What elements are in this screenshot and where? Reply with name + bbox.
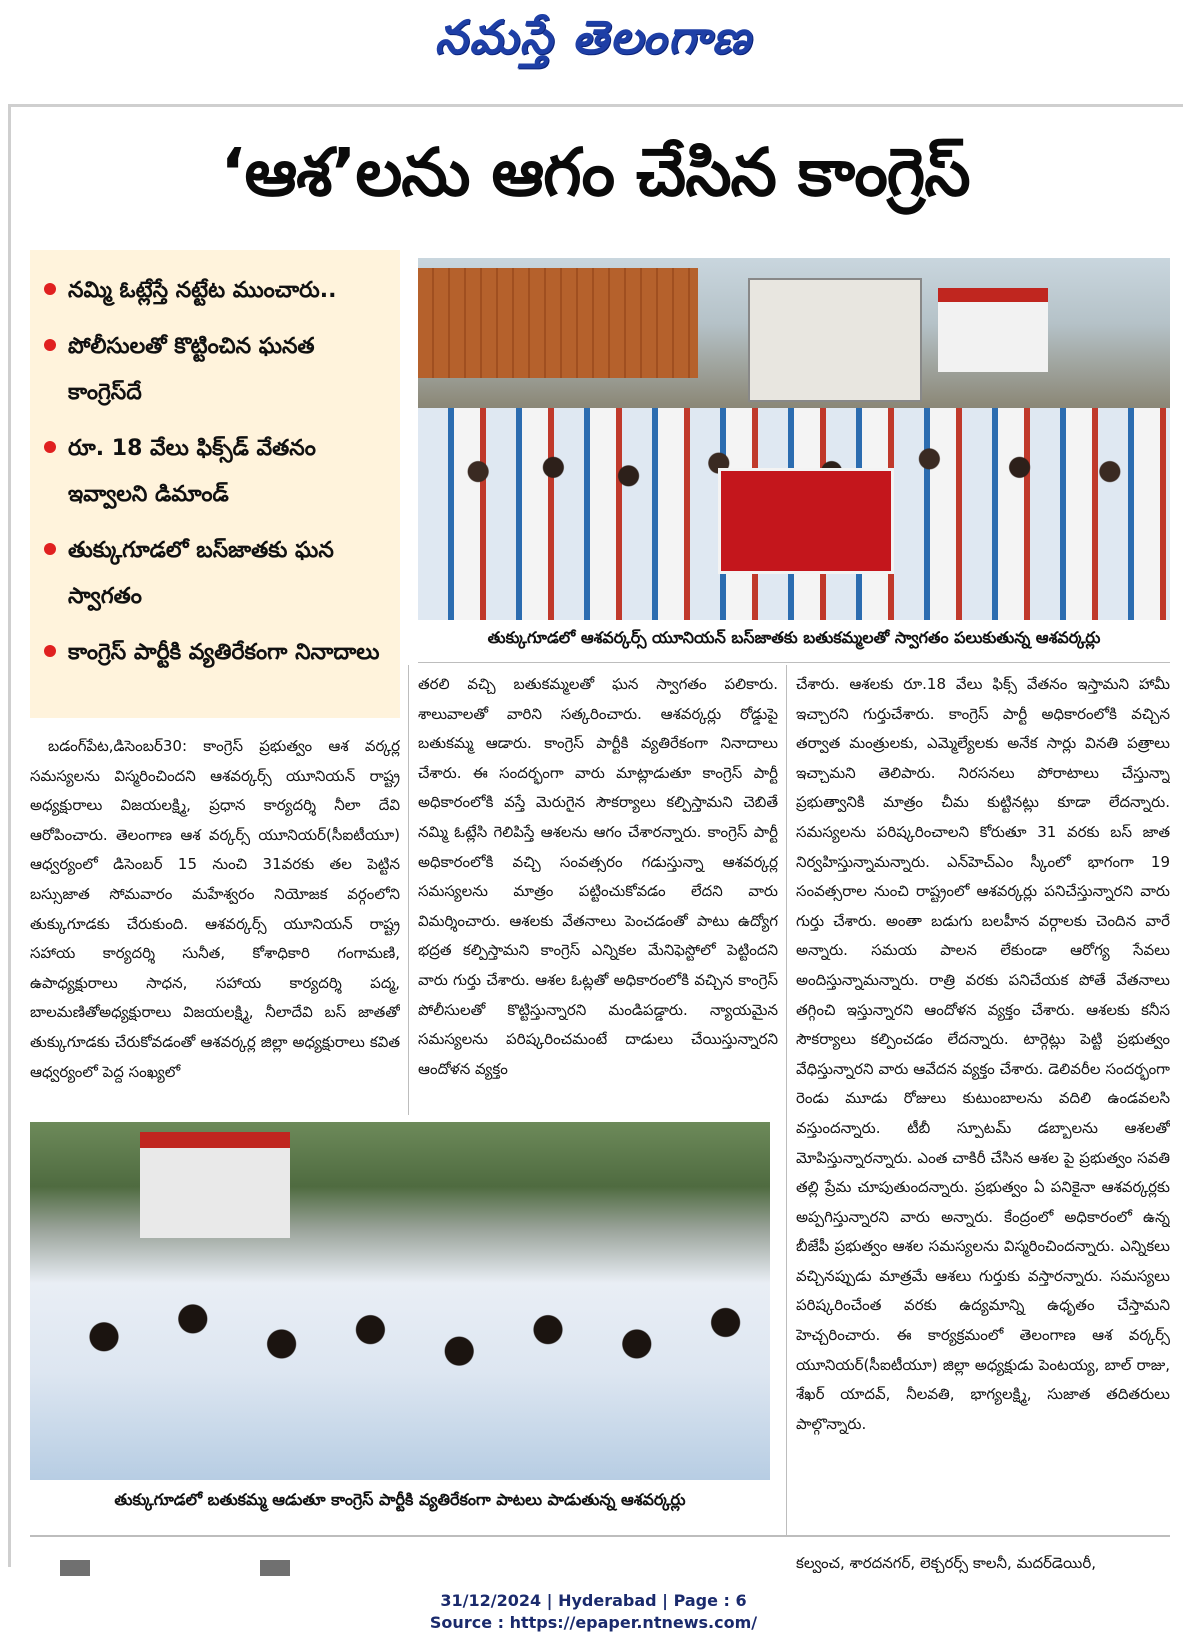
footer-source: Source : https://epaper.ntnews.com/ [429, 1613, 758, 1632]
banner-shape [718, 468, 894, 574]
bus-shape [938, 288, 1048, 372]
bathukamma-photo-bottom [30, 1122, 770, 1480]
masthead-logo [0, 10, 1187, 80]
article-column-2: తరలి వచ్చి బతుకమ్మలతో ఘన స్వాగతం పలికారు. శాలువాలతో వారిని సత్కరించారు. ఆశవర్కర్లు రోడ్డుపై బతుకమ్మ ఆడారు. కాంగ్రెస్ పార్టీకి వ్యతిరేకంగా నినాదాలు చేశారు. ఈ సందర్భంగా వారు మాట్లాడుతూ కాంగ్రెస్ పార్టీ అధికారంలోకి వస్తే మెరుగైన సౌకర్యాలు కల్పిస్తామని చెబితే నమ్మి ఓట్లేసి గెలిపిస్తే ఆశలను ఆగం చేశారన్నారు. కాంగ్రెస్ పార్టీ అధికారంలోకి వచ్చి సంవత్సరం గడుస్తున్నా ఆశవర్కర్ల సమస్యలను మాత్రం పట్టించుకోవడం లేదని వారు విమర్శించారు. ఆశలకు వేతనాలు పెంచడంతో పాటు ఉద్యోగ భద్రత కల్పిస్తామని కాంగ్రెస్ ఎన్నికల మేనిఫెస్టోలో పెట్టిందని వారు గుర్తు చేశారు. ఆశల ఓట్లతో అధికారంలోకి వచ్చిన కాంగ్రెస్ పోలీసులతో కొట్టిస్తున్నారని మండిపడ్డారు. న్యాయమైన సమస్యలను పరిష్కరించమంటే దాడులు చేయిస్తున్నారని ఆందోళన వ్యక్తం [418, 675, 778, 1078]
footer-date-page: 31/12/2024 | Hyderabad | Page : 6 [440, 1591, 747, 1610]
bullet-icon [44, 543, 56, 555]
bullet-icon [44, 441, 56, 453]
bullet-icon [44, 283, 56, 295]
headline: ‘ఆశ’లను ఆగం చేసిన కాంగ్రెస్ [220, 134, 970, 211]
truck-shape [748, 278, 922, 402]
photo-caption-bottom: తుక్కుగూడలో బతుకమ్మ ఆడుతూ కాంగ్రెస్ పార్టీకి వ్యతిరేకంగా పాటలు పాడుతున్న ఆశవర్కర్లు [114, 1490, 686, 1509]
highlight-text: కాంగ్రెస్ పార్టీకి వ్యతిరేకంగా నినాదాలు [68, 640, 380, 665]
next-article-headline-fragment [60, 1560, 760, 1576]
column-divider [408, 665, 409, 1115]
next-article-text: కల్వంచ, శారదనగర్, లెక్చరర్స్ కాలనీ, మదర్‌డెయిరీ, [796, 1554, 1096, 1572]
highlight-item [44, 528, 388, 620]
masthead-title: నమస్తే తెలంగాణ [434, 10, 753, 64]
footer [0, 1590, 1187, 1634]
rally-photo-top [418, 258, 1170, 620]
highlight-item [44, 630, 388, 676]
column-rule [418, 662, 1170, 663]
highlight-item [44, 324, 388, 416]
highlight-text: తుక్కుగూడలో బస్‌జాతకు ఘన స్వాగతం [68, 538, 334, 609]
highlights-box [30, 250, 400, 718]
section-rule [30, 1535, 1170, 1537]
photo-caption-top: తుక్కుగూడలో ఆశవర్కర్స్ యూనియన్ బస్‌జాతకు బతుకమ్మలతో స్వాగతం పలుకుతున్న ఆశవర్కర్లు [487, 628, 1101, 647]
truck-shape [418, 268, 698, 378]
article-column-3: చేశారు. ఆశలకు రూ.18 వేలు ఫిక్స్ వేతనం ఇస్తామని హామీ ఇచ్చారని గుర్తుచేశారు. కాంగ్రెస్ పార్టీ అధికారంలోకి వచ్చిన తర్వాత మంత్రులకు, ఎమ్మెల్యేలకు అనేక సార్లు వినతి పత్రాలు ఇచ్చామని తెలిపారు. నిరసనలు పోరాటాలు చేస్తున్నా ప్రభుత్వానికి మాత్రం చీమ కుట్టినట్లు కూడా లేదన్నారు. సమస్యలను పరిష్కరించాలని కోరుతూ 31 వరకు బస్ జాత నిర్వహిస్తున్నామన్నారు. ఎన్‌హెచ్‌ఎం స్కీంలో భాగంగా 19 సంవత్సరాల నుంచి రాష్ట్రంలో ఆశవర్కర్లు పనిచేస్తున్నారని వారు గుర్తు చేశారు. అంతా బడుగు బలహీన వర్గాలకు చెందిన వారే అన్నారు. సమయ పాలన లేకుండా ఆరోగ్య సేవలు అందిస్తున్నామన్నారు. రాత్రి వరకు పనిచేయక పోతే వేతనాలు తగ్గించి ఇస్తున్నారని ఆందోళన వ్యక్తం చేశారు. ఆశలకు కనీస సౌకర్యాలు కల్పించడం లేదన్నారు. టార్గెట్లు పెట్టి ప్రభుత్వం వేధిస్తున్నారని వారు ఆవేదన వ్యక్తం చేశారు. డెలివరీల సందర్భంగా రెండు మూడు రోజులు కుటుంబాలను వదిలి ఉండవలసి వస్తుందన్నారు. టీబీ స్పూటమ్ డబ్బాలను ఆశలతో మోపిస్తున్నారన్నారు. ఎంత చాకిరీ చేసిన ఆశల పై ప్రభుత్వం సవతి తల్లి ప్రేమ చూపుతుందన్నారు. ప్రభుత్వం ఏ పనికైనా ఆశవర్కర్లకు అప్పగిస్తున్నారని వారు అన్నారు. కేంద్రంలో అధికారంలో ఉన్న బీజేపీ ప్రభుత్వం ఆశల సమస్యలను విస్మరించిందన్నారు. ఎన్నికలు వచ్చినప్పుడు మాత్రమే ఆశలు గుర్తుకు వస్తారన్నారు. సమస్యలు పరిష్కరించేంత వరకు ఉద్యమాన్ని ఉధృతం చేస్తామని హెచ్చరించారు. ఈ కార్యక్రమంలో తెలంగాణ ఆశ వర్కర్స్ యూనియర్(సీఐటీయూ) జిల్లా అధ్యక్షుడు పెంటయ్య, బాల్ రాజు, శేఖర్ యాదవ్, నీలవతి, భాగ్యలక్ష్మి, సుజాత తదితరులు పాల్గొన్నారు. [796, 675, 1170, 1433]
highlight-item [44, 268, 388, 314]
highlight-text: రూ. 18 వేలు ఫిక్స్‌డ్ వేతనం ఇవ్వాలని డిమాండ్ [68, 436, 316, 507]
article-column-1: బడంగ్‌పేట,డిసెంబర్30: కాంగ్రెస్ ప్రభుత్వం ఆశ వర్కర్ల సమస్యలను విస్మరించిందని ఆశవర్కర్స్ యూనియన్ రాష్ట్ర అధ్యక్షురాలు విజయలక్ష్మి, ప్రధాన కార్యదర్శి నీలా దేవి ఆరోపించారు. తెలంగాణ ఆశ వర్కర్స్ యూనియర్(సీఐటీయూ) ఆధ్వర్యంలో డిసెంబర్ 15 నుంచి 31వరకు తల పెట్టిన బస్సుజాత సోమవారం మహేశ్వరం నియోజక వర్గంలోని తుక్కుగూడకు చేరుకుంది. ఆశవర్కర్స్ యూనియన్ రాష్ట్ర సహాయ కార్యదర్శి సునీత, కోశాధికారి గంగామణి, ఉపాధ్యక్షురాలు సాధన, సహాయ కార్యదర్శి పద్మ, బాలమణితోఅధ్యక్షురాలు విజయలక్ష్మి, నీలాదేవి బస్ జాతతో తుక్కుగూడకు చేరుకోవడంతో ఆశవర్కర్ల జిల్లా అధ్యక్షురాలు కవిత ఆధ్వర్యంలో పెద్ద సంఖ్యలో [30, 737, 400, 1081]
highlight-text: పోలీసులతో కొట్టించిన ఘనత కాంగ్రెస్‌దే [68, 334, 315, 405]
highlight-item [44, 426, 388, 518]
bullet-icon [44, 645, 56, 657]
bullet-icon [44, 339, 56, 351]
highlight-text: నమ్మి ఓట్లేస్తే నట్టేట ముంచారు.. [68, 278, 337, 303]
bus-shape [140, 1132, 290, 1238]
column-divider [786, 665, 787, 1535]
